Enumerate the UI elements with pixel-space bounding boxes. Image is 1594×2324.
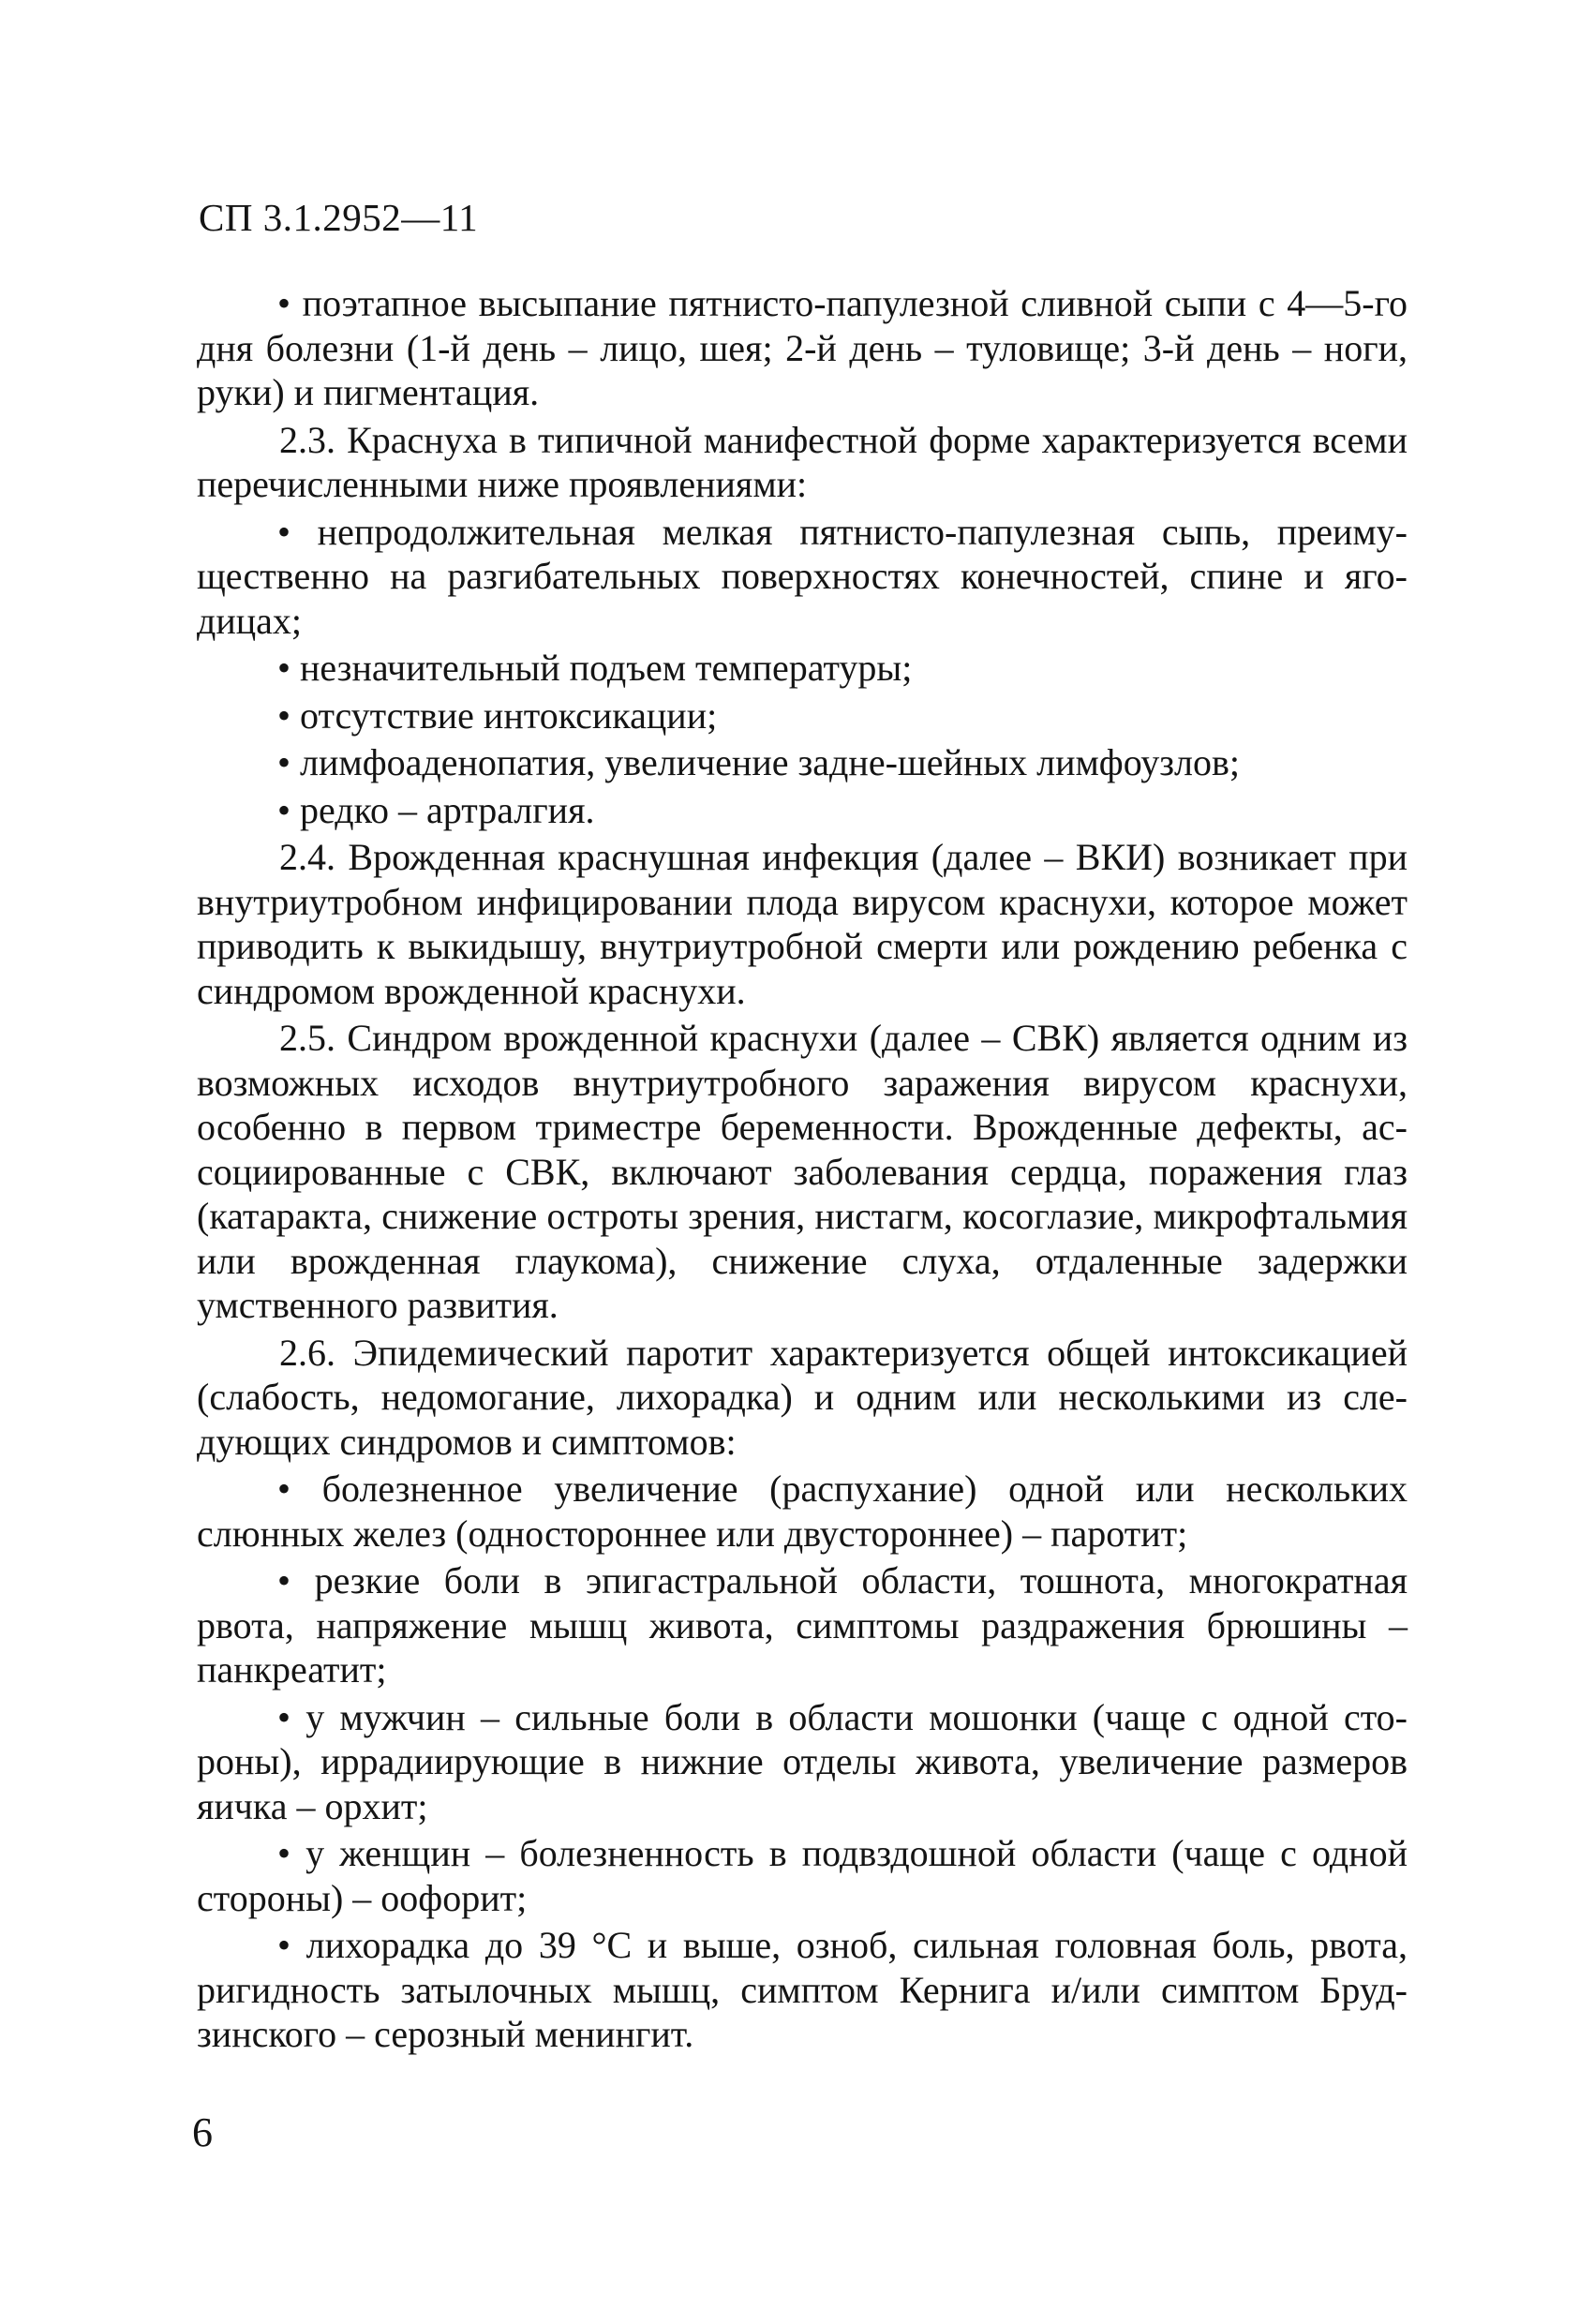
paragraph: 2.3. Краснуха в типичной манифестной форме характеризуется всеми перечисленными ниже проявлениями: bbox=[197, 418, 1408, 505]
document-body bbox=[197, 281, 1408, 2060]
paragraph: 2.5. Синдром врожденной краснухи (далее – СВК) является одним из возможных исходов внутриутробного заражения вирусом краснухи, особенно в первом триместре беременности. Врожденные дефекты, ассоциированные с СВК, включают заболевания сердца, поражения глаз (катаракта, снижение остроты зрения, нистагм, косоглазие, микрофтальмия или врожденная глаукома), снижение слуха, отдаленные задержки умственного развития. bbox=[197, 1017, 1408, 1326]
paragraph: 2.6. Эпидемический паротит характеризуется общей интоксикацией (слабость, недомогание, лихорадка) и одним или несколькими из следующих синдромов и симптомов: bbox=[197, 1331, 1408, 1463]
bullet-item: • непродолжительная мелкая пятнисто-папулезная сыпь, преимущественно на разгибательных поверхностях конечностей, спине и ягодицах; bbox=[197, 510, 1408, 644]
bullet-item: • лимфоаденопатия, увеличение задне-шейных лимфоузлов; bbox=[197, 740, 1408, 785]
bullet-item: • резкие боли в эпигастральной области, тошнота, многократная рвота, напряжение мышц живота, симптомы раздражения брюшины – панкреатит; bbox=[197, 1558, 1408, 1692]
bullet-item: • незначительный подъем температуры; bbox=[197, 646, 1408, 691]
bullet-item: • редко – артралгия. bbox=[197, 788, 1408, 833]
paragraph: 2.4. Врожденная краснушная инфекция (далее – ВКИ) возникает при внутриутробном инфицировании плода вирусом краснухи, которое может приводить к выкидышу, внутриутробной смерти или рождению ребенка с синдромом врожденной краснухи. bbox=[197, 836, 1408, 1012]
bullet-item: • лихорадка до 39 °С и выше, озноб, сильная головная боль, рвота, ригидность затылочных мышц, симптом Кернига и/или симптом Брудзинского – серозный менингит. bbox=[197, 1923, 1408, 2057]
bullet-item: • отсутствие интоксикации; bbox=[197, 693, 1408, 738]
page-number: 6 bbox=[192, 2109, 213, 2155]
bullet-item: • поэтапное высыпание пятнисто-папулезной сливной сыпи с 4—5-го дня болезни (1-й день – лицо, шея; 2-й день – туловище; 3-й день – ноги, руки) и пигментация. bbox=[197, 281, 1408, 415]
bullet-item: • у женщин – болезненность в подвздошной области (чаще с одной стороны) – оофорит; bbox=[197, 1831, 1408, 1920]
document-code: СП 3.1.2952—11 bbox=[199, 196, 479, 239]
bullet-item: • у мужчин – сильные боли в области мошонки (чаще с одной стороны), иррадиирующие в нижние отделы живота, увеличение размеров яичка – орхит; bbox=[197, 1695, 1408, 1829]
bullet-item: • болезненное увеличение (распухание) одной или нескольких слюнных желез (одностороннее или двустороннее) – паротит; bbox=[197, 1467, 1408, 1556]
